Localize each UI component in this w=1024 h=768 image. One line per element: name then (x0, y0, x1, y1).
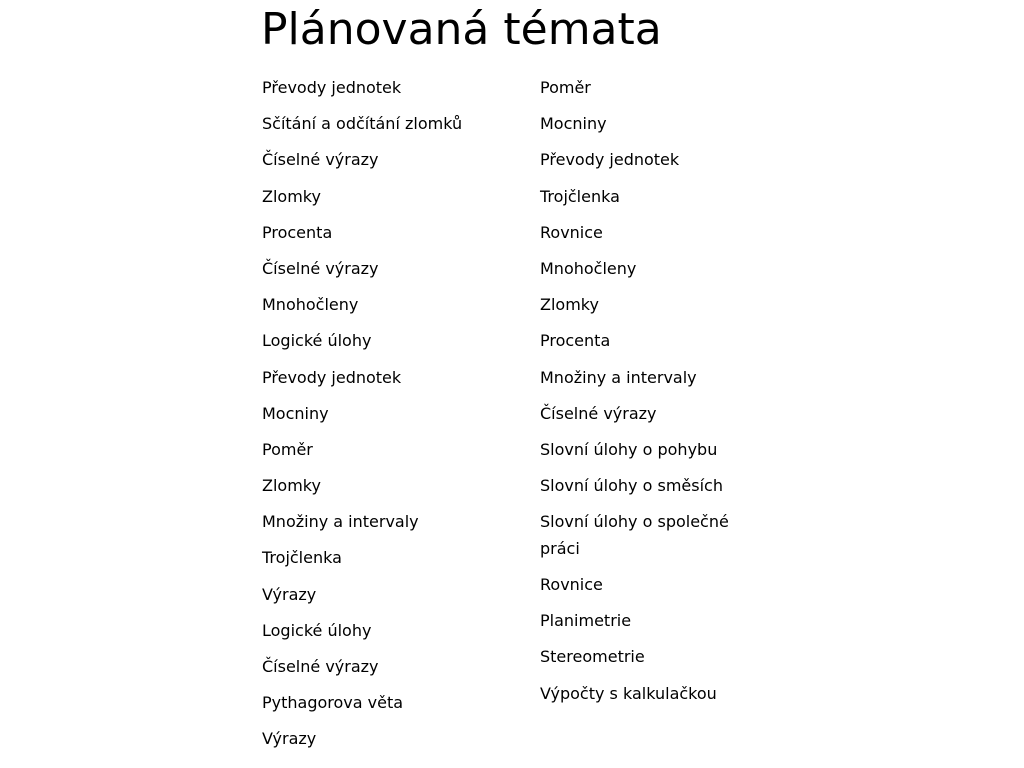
topic-item: Číselné výrazy (262, 150, 379, 170)
topic-item: Trojčlenka (540, 186, 620, 206)
topic-item: Planimetrie (540, 611, 632, 631)
topic-item: Slovní úlohy o společné práci (540, 512, 729, 558)
topic-item: Pythagorova věta (262, 693, 404, 713)
topic-item: Množiny a intervaly (540, 367, 697, 387)
topic-item: Trojčlenka (262, 548, 342, 568)
topic-list-right (540, 75, 770, 717)
topic-item: Číselné výrazy (262, 657, 379, 676)
topic-item: Sčítání a odčítání zlomků (262, 114, 463, 134)
topic-item: Mocniny (540, 114, 607, 134)
topic-item: Rovnice (540, 222, 603, 242)
topic-item: Výpočty s kalkulačkou (540, 683, 717, 703)
topic-item: Procenta (540, 331, 611, 351)
topic-item: Poměr (540, 78, 591, 97)
topic-item: Číselné výrazy (540, 403, 657, 423)
topic-item: Mocniny (262, 403, 329, 423)
topic-item: Mnohočleny (540, 258, 637, 278)
topic-item: Zlomky (262, 476, 321, 496)
topic-item: Výrazy (262, 584, 317, 604)
topic-item: Převody jednotek (262, 78, 402, 97)
topic-item: Převody jednotek (262, 367, 402, 387)
topic-item: Číselné výrazy (262, 258, 379, 278)
topic-item: Logické úlohy (262, 620, 372, 640)
topic-item: Procenta (262, 222, 333, 242)
topic-item: Logické úlohy (262, 331, 372, 351)
topic-item: Zlomky (262, 186, 321, 206)
topic-item: Mnohočleny (262, 295, 359, 315)
topic-item: Zlomky (540, 295, 599, 315)
topic-item: Slovní úlohy o směsích (540, 476, 723, 496)
topic-item: Rovnice (540, 574, 603, 594)
topic-item: Poměr (262, 439, 313, 459)
topic-item: Převody jednotek (540, 150, 680, 170)
topic-list-left (262, 75, 522, 763)
topic-item: Výrazy (262, 729, 317, 749)
topic-item: Slovní úlohy o pohybu (540, 439, 718, 459)
page-title: Plánovaná témata (261, 4, 662, 55)
topic-item: Množiny a intervaly (262, 512, 419, 532)
topic-item: Stereometrie (540, 647, 645, 667)
